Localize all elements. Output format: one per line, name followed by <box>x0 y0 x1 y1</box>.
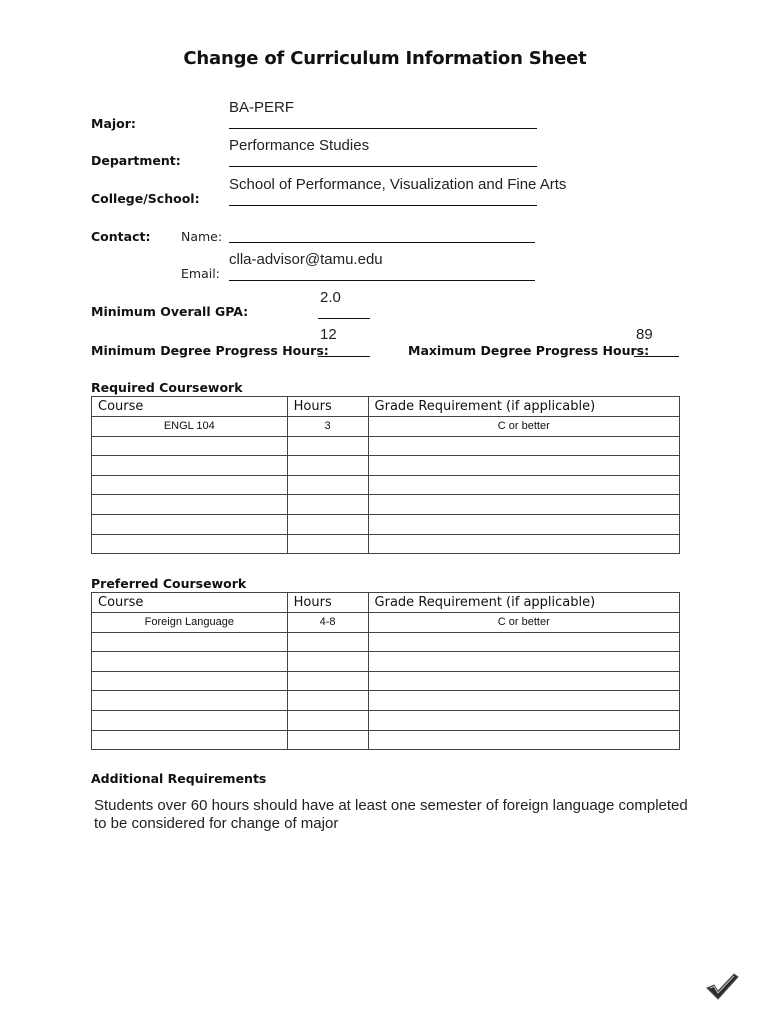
grade-cell[interactable] <box>368 475 679 495</box>
course-cell[interactable] <box>92 475 288 495</box>
table-header-row <box>92 593 680 613</box>
college-underline <box>229 205 537 206</box>
page-title: Change of Curriculum Information Sheet <box>183 48 587 69</box>
table-row <box>92 613 680 633</box>
column-header: Grade Requirement (if applicable) <box>368 593 679 613</box>
table-row <box>92 495 680 515</box>
hours-cell[interactable] <box>287 730 368 750</box>
department-underline <box>229 166 537 167</box>
major-label: Major: <box>91 116 136 131</box>
table-row <box>92 710 680 730</box>
min-gpa-value[interactable]: 2.0 <box>320 289 341 306</box>
table-row <box>92 456 680 476</box>
contact-label: Contact: <box>91 229 151 244</box>
course-cell[interactable]: ENGL 104 <box>92 417 288 437</box>
course-cell[interactable] <box>92 710 288 730</box>
college-value[interactable]: School of Performance, Visualization and Fine Arts <box>229 176 567 193</box>
max-hours-value[interactable]: 89 <box>636 326 653 343</box>
column-header: Hours <box>287 397 368 417</box>
grade-cell[interactable]: C or better <box>368 417 679 437</box>
table-row <box>92 436 680 456</box>
grade-cell[interactable] <box>368 691 679 711</box>
course-cell[interactable] <box>92 671 288 691</box>
name-label: Name: <box>181 229 223 244</box>
table-row <box>92 632 680 652</box>
course-cell[interactable] <box>92 730 288 750</box>
preferred-heading: Preferred Coursework <box>91 576 247 591</box>
course-cell[interactable] <box>92 534 288 554</box>
department-value[interactable]: Performance Studies <box>229 137 370 154</box>
column-header: Course <box>92 593 288 613</box>
grade-cell[interactable] <box>368 495 679 515</box>
hours-cell[interactable] <box>287 691 368 711</box>
grade-cell[interactable] <box>368 671 679 691</box>
max-hours-label: Maximum Degree Progress Hours: <box>408 343 650 358</box>
min-gpa-underline <box>318 318 370 319</box>
hours-cell[interactable]: 4-8 <box>287 613 368 633</box>
major-value[interactable]: BA-PERF <box>229 99 295 116</box>
required-table <box>91 396 680 554</box>
grade-cell[interactable] <box>368 514 679 534</box>
table-row <box>92 652 680 672</box>
grade-cell[interactable] <box>368 730 679 750</box>
grade-cell[interactable]: C or better <box>368 613 679 633</box>
table-row <box>92 514 680 534</box>
name-underline <box>229 242 535 243</box>
hours-cell[interactable] <box>287 456 368 476</box>
column-header: Grade Requirement (if applicable) <box>368 397 679 417</box>
hours-cell[interactable] <box>287 652 368 672</box>
max-hours-underline <box>634 356 679 357</box>
department-label: Department: <box>91 153 181 168</box>
table-row <box>92 730 680 750</box>
email-value[interactable]: clla-advisor@tamu.edu <box>229 251 383 268</box>
course-cell[interactable] <box>92 456 288 476</box>
course-cell[interactable]: Foreign Language <box>92 613 288 633</box>
table-row <box>92 671 680 691</box>
hours-cell[interactable]: 3 <box>287 417 368 437</box>
table-row <box>92 475 680 495</box>
email-underline <box>229 280 535 281</box>
min-hours-underline <box>318 356 370 357</box>
grade-cell[interactable] <box>368 436 679 456</box>
min-gpa-label: Minimum Overall GPA: <box>91 304 249 319</box>
hours-cell[interactable] <box>287 475 368 495</box>
course-cell[interactable] <box>92 436 288 456</box>
hours-cell[interactable] <box>287 671 368 691</box>
grade-cell[interactable] <box>368 632 679 652</box>
grade-cell[interactable] <box>368 652 679 672</box>
table-header-row <box>92 397 680 417</box>
hours-cell[interactable] <box>287 495 368 515</box>
course-cell[interactable] <box>92 652 288 672</box>
required-heading: Required Coursework <box>91 380 243 395</box>
hours-cell[interactable] <box>287 436 368 456</box>
checkmark-icon[interactable] <box>705 972 739 1000</box>
hours-cell[interactable] <box>287 632 368 652</box>
hours-cell[interactable] <box>287 514 368 534</box>
grade-cell[interactable] <box>368 456 679 476</box>
additional-heading: Additional Requirements <box>91 771 267 786</box>
table-row <box>92 691 680 711</box>
table-row <box>92 417 680 437</box>
column-header: Course <box>92 397 288 417</box>
major-underline <box>229 128 537 129</box>
min-hours-value[interactable]: 12 <box>320 326 337 343</box>
email-label: Email: <box>181 266 220 281</box>
college-label: College/School: <box>91 191 200 206</box>
min-hours-label: Minimum Degree Progress Hours: <box>91 343 329 358</box>
column-header: Hours <box>287 593 368 613</box>
hours-cell[interactable] <box>287 710 368 730</box>
additional-text[interactable]: Students over 60 hours should have at least one semester of foreign language completed to be considered for change of major <box>94 797 688 832</box>
course-cell[interactable] <box>92 632 288 652</box>
course-cell[interactable] <box>92 691 288 711</box>
preferred-table <box>91 592 680 750</box>
grade-cell[interactable] <box>368 710 679 730</box>
table-row <box>92 534 680 554</box>
hours-cell[interactable] <box>287 534 368 554</box>
grade-cell[interactable] <box>368 534 679 554</box>
course-cell[interactable] <box>92 495 288 515</box>
course-cell[interactable] <box>92 514 288 534</box>
